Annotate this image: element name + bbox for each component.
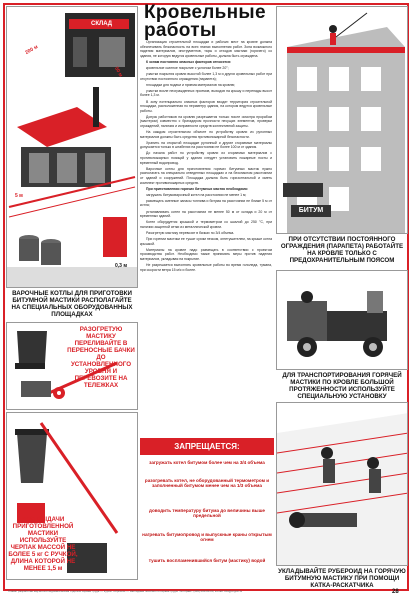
- paragraph: Разогретую мастику перевозят в бачках по 3/4 объема.: [146, 230, 235, 235]
- paragraph: Хранить на открытой площадке рулонный и другие сгораемые материалы допускается только в штабелях на расстоянии не более 100 м от здания.: [140, 140, 272, 150]
- distance-5m: 5 м: [15, 193, 23, 199]
- building-illustration: [277, 7, 408, 234]
- bitum-label: БИТУМ: [291, 205, 331, 217]
- paragraph: Котел оборудуется крышкой и термометром со шкалой до 250 °С, при наличии защитной сетки из металлической кровли.: [140, 220, 272, 229]
- page-number: 28: [392, 589, 399, 595]
- prohibited-box: [140, 438, 274, 586]
- caption-parapet: ПРИ ОТСУТСТВИИ ПОСТОЯННОГО ОГРАЖДЕНИЯ (ПАРАПЕТА) РАБОТАЙТЕ НА КРОВЛЕ ТОЛЬКО С ПРЕДОХРАНИТЕЛЬНЫМ ПОЯСОМ: [280, 236, 404, 264]
- prohibited-item: доводить температуру битума до величины выше предельной: [149, 508, 265, 519]
- paragraph: Варочные котлы для приготовления горячих битумных мастик нужно располагать на специально отведенных площадках и на безопасном расстоянии от зданий и сооружений. Площадка должна быть горизонтальной и иметь комплект противопожарных средств.: [140, 166, 272, 185]
- roller-illustration: [277, 403, 408, 566]
- transport-illustration: [277, 271, 408, 370]
- prohibited-title: ЗАПРЕЩАЕТСЯ:: [140, 438, 274, 455]
- paragraph: При приготовлении горячих битумных мастик необходимо:: [146, 186, 249, 191]
- scene-roller: [276, 402, 408, 566]
- paragraph: На каждом строительном объекте по устройству кровли из рулонных материалов должны быть средства противопожарной безопасности.: [140, 130, 272, 139]
- paragraph: Организация строительной площадки и рабочих мест на кровле должна обеспечивать безопасность на всех этапах выполнения работ. Зона возможного падения материалов, инструментов, тары и отходов мастики (горячего) со здания, не которую ведутся кровельные работы, должна быть ограждена.: [140, 40, 272, 58]
- paragraph: кровельное скатное покрытие с уклоном более 20°;: [146, 65, 229, 70]
- paragraph: участки возле неогражденных проемов, выходов на крышу и перепады высот более 1,3 м.: [140, 88, 272, 98]
- paragraph: Материалы на кровле надо размещать в соответствии с проектом производства работ. Необходимо также принимать меры против падения материалов, укладывая на покрытие.: [140, 247, 272, 261]
- regulations-text: [140, 40, 272, 435]
- paragraph: В зону потенциально опасных факторов входит территория строительной площадки, расположенная по периметру здания, на котором ведутся кровельные работы.: [140, 99, 272, 113]
- caption-ladle: ДЛЯ ВЫДАЧИ ПРИГОТОВЛЕННОЙ МАСТИКИ ИСПОЛЬЗУЙТЕ ЧЕРПАК МАССОЙ НЕ БОЛЕЕ 5 кг С РУЧКОЙ, ДЛИНА КОТОРОЙ НЕ МЕНЕЕ 1,5 м: [8, 516, 78, 572]
- caption-boilers: ВАРОЧНЫЕ КОТЛЫ ДЛЯ ПРИГОТОВКИ БИТУМНОЙ МАСТИКИ РАСПОЛАГАЙТЕ НА СПЕЦИАЛЬНЫХ ОБОРУДОВАННЫХ ПЛОЩАДКАХ: [11, 290, 133, 318]
- prohibited-item: разогревать котел, не оборудованный термометром и заполненный битумом менее чем на 1/3 объема: [144, 478, 270, 489]
- paragraph: Допуск работников на кровлю разрешается только после осмотра прорабом (мастером) совместно с бригадиром прочности несущих элементов, проверки ограждений, наличия и исправности средств коллективной защиты.: [140, 114, 272, 128]
- scene-transport: [276, 270, 408, 370]
- scene-roof-worker: [276, 6, 408, 234]
- distance-50m: 50 м: [113, 65, 124, 79]
- paragraph: участки покрытия кровли высотой более 1,3 м и других кровельных работ при отсутствии постоянного ограждения (парапета);: [140, 72, 272, 81]
- paragraph: К зонам постоянно опасных факторов относятся:: [146, 59, 232, 64]
- paragraph: загружать битумоварочный котел на расстоянии не менее 1 м;: [146, 192, 247, 197]
- paragraph: площадки для подачи и приема материалов на кровлю;: [146, 82, 236, 87]
- poster-title: Кровельные работы: [144, 2, 266, 41]
- prohibited-item: загружать котел битумом более чем на 3/4 объема: [149, 460, 265, 465]
- footer-note: Плакат разработан научно-исследовательским отделом охраны труда — Курсы: «Оргвиз» — Наглядные пособия по охране труда. Тел./факс: (495) 000-00-00, e-mail: info@orgviz.ru: [8, 589, 243, 593]
- caption-heated-mastic: РАЗОГРЕТУЮ МАСТИКУ ПЕРЕЛИВАЙТЕ В ПЕРЕНОСНЫЕ БАЧКИ ДО УСТАНОВЛЕННОГО УРОВНЯ И ПЕРЕВОЗИТЕ НА ТЕЛЕЖКАХ: [67, 326, 135, 389]
- paragraph: При горении мастики ее тушат сухим песком, огнетушителем, на крыше котла крышкой.: [140, 236, 272, 246]
- distance-200m: 200 м: [24, 44, 40, 56]
- prohibited-item: тушить воспламенившийся битум (мастику) водой: [148, 558, 266, 563]
- scene-boiler-site: [6, 6, 138, 288]
- caption-transport: ДЛЯ ТРАНСПОРТИРОВАНИЯ ГОРЯЧЕЙ МАСТИКИ ПО КРОВЛЕ БОЛЬШОЙ ПРОТЯЖЕННОСТИ ИСПОЛЬЗУЙТЕ СПЕЦИАЛЬНУЮ УСТАНОВКУ: [282, 372, 402, 400]
- paragraph: устанавливать котел на расстоянии не менее 50 м от склада и 20 м от временных зданий.: [140, 209, 272, 219]
- caption-roll: УКЛАДЫВАЙТЕ РУБЕРОИД НА ГОРЯЧУЮ БИТУМНУЮ МАСТИКУ ПРИ ПОМОЩИ КАТКА-РАСКАТЧИКА: [278, 568, 406, 589]
- paragraph: До начала работ по устройству кровли из сгораемых материалов с противопожарных позиций у здания следует установить пожарные посты и временный водопровод.: [140, 151, 272, 165]
- distance-03m: 0,3 м: [115, 263, 128, 269]
- paragraph: размещать сменные запасы топлива и битума на расстоянии не ближе 5 м от котла;: [140, 198, 272, 208]
- paragraph: Не разрешается выполнять кровельные работы во время гололеда, тумана, при скорости ветра 15 м/с и более.: [140, 262, 272, 272]
- warehouse-sign: СКЛАД: [91, 21, 113, 27]
- prohibited-item: нагревать битумопровод и выпускные краны открытым огнем: [142, 532, 272, 543]
